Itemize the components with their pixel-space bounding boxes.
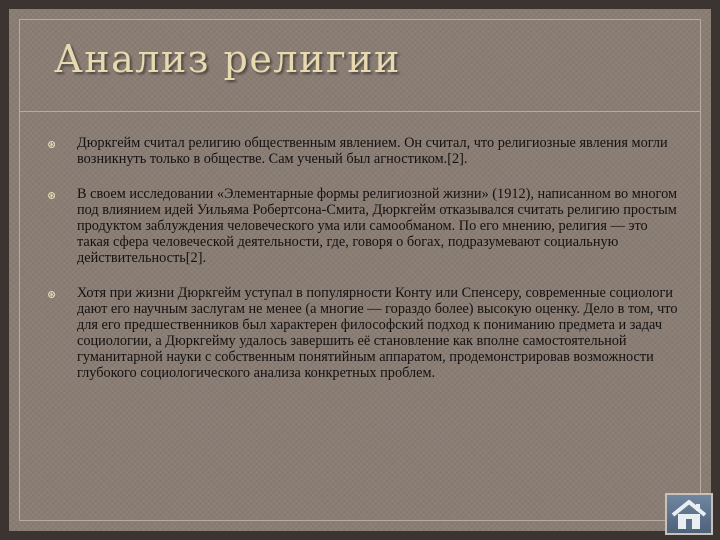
slide-title: Анализ религии [54,37,401,81]
bullet-icon: ⊛ [47,288,57,301]
list-item [47,285,679,381]
bullet-list [47,135,679,400]
home-icon [670,499,708,531]
home-button[interactable] [665,493,713,535]
bullet-text: В своем исследовании «Элементарные формы религиозной жизни» (1912), написанном во многом под влиянием идей Уильяма Робертсона-Смита, Дюркгейм отказывался считать религию простым продуктом заблуждения человеческого ума или самообманом. По его мнению, религия — это такая сфера человеческой деятельности, где, говоря о богах, подразумевают социальную действительность[2]. [77,186,677,266]
bullet-icon: ⊛ [47,189,57,202]
list-item [47,186,679,266]
bullet-text: Хотя при жизни Дюркгейм уступал в популярности Конту или Спенсеру, современные социологи дают его научным заслугам не менее (а многие — гораздо более) высокую оценку. Дело в том, что для его предшественников был характерен философский подход к пониманию предмета и задач социологии, а Дюркгейму удалось завершить её становление как вполне самостоятельной гуманитарной науки с собственным понятийным аппаратом, продемонстрировав возможности глубокого социологического анализа конкретных проблем. [77,285,678,381]
bullet-icon: ⊛ [47,138,57,151]
title-divider [19,111,701,112]
bullet-text: Дюркгейм считал религию общественным явлением. Он считал, что религиозные явления могли возникнуть только в обществе. Сам ученый был агностиком.[2]. [77,135,668,167]
list-item [47,135,679,167]
